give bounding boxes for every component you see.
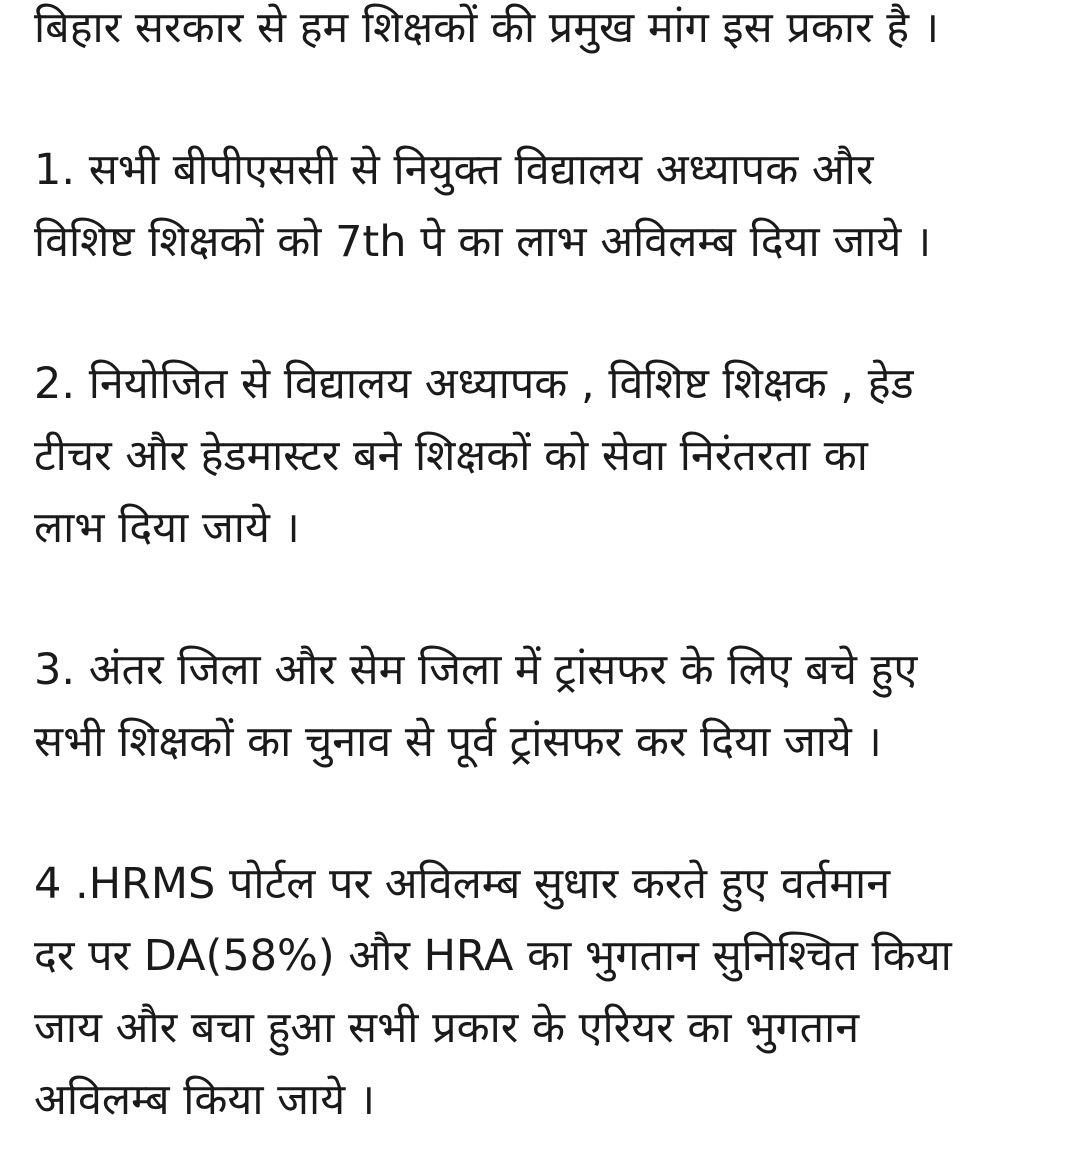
demand-1 — [34, 134, 1039, 278]
demand-line: 3. अंतर जिला और सेम जिला में ट्रांसफर के लिए बचे हुए — [34, 645, 918, 695]
demand-line: 4 .HRMS पोर्टल पर अविलम्ब सुधार करते हुए वर्तमान — [34, 859, 891, 909]
demand-line: सभी शिक्षकों का चुनाव से पूर्व ट्रांसफर कर दिया जाये । — [34, 717, 882, 767]
demand-line: 2. नियोजित से विद्यालय अध्यापक , विशिष्ट शिक्षक , हेड — [34, 359, 914, 409]
demand-line: जाय और बचा हुआ सभी प्रकार के एरियर का भुगतान — [34, 1003, 860, 1053]
demand-3 — [34, 634, 1039, 778]
demand-line: विशिष्ट शिक्षकों को 7th पे का लाभ अविलम्ब दिया जाये । — [34, 217, 932, 267]
demand-line: लाभ दिया जाये । — [34, 503, 300, 553]
demand-line: 1. सभी बीपीएससी से नियुक्त विद्यालय अध्यापक और — [34, 145, 874, 195]
demand-2 — [34, 348, 1039, 564]
demand-line: टीचर और हेडमास्टर बने शिक्षकों को सेवा निरंतरता का — [34, 431, 868, 481]
intro-line: बिहार सरकार से हम शिक्षकों की प्रमुख मांग इस प्रकार है । — [34, 3, 940, 53]
intro-paragraph — [34, 0, 1039, 64]
demand-line: दर पर DA(58%) और HRA का भुगतान सुनिश्चित किया — [34, 931, 952, 981]
demand-4 — [34, 848, 1039, 1136]
demand-line: अविलम्ब किया जाये । — [34, 1075, 376, 1125]
